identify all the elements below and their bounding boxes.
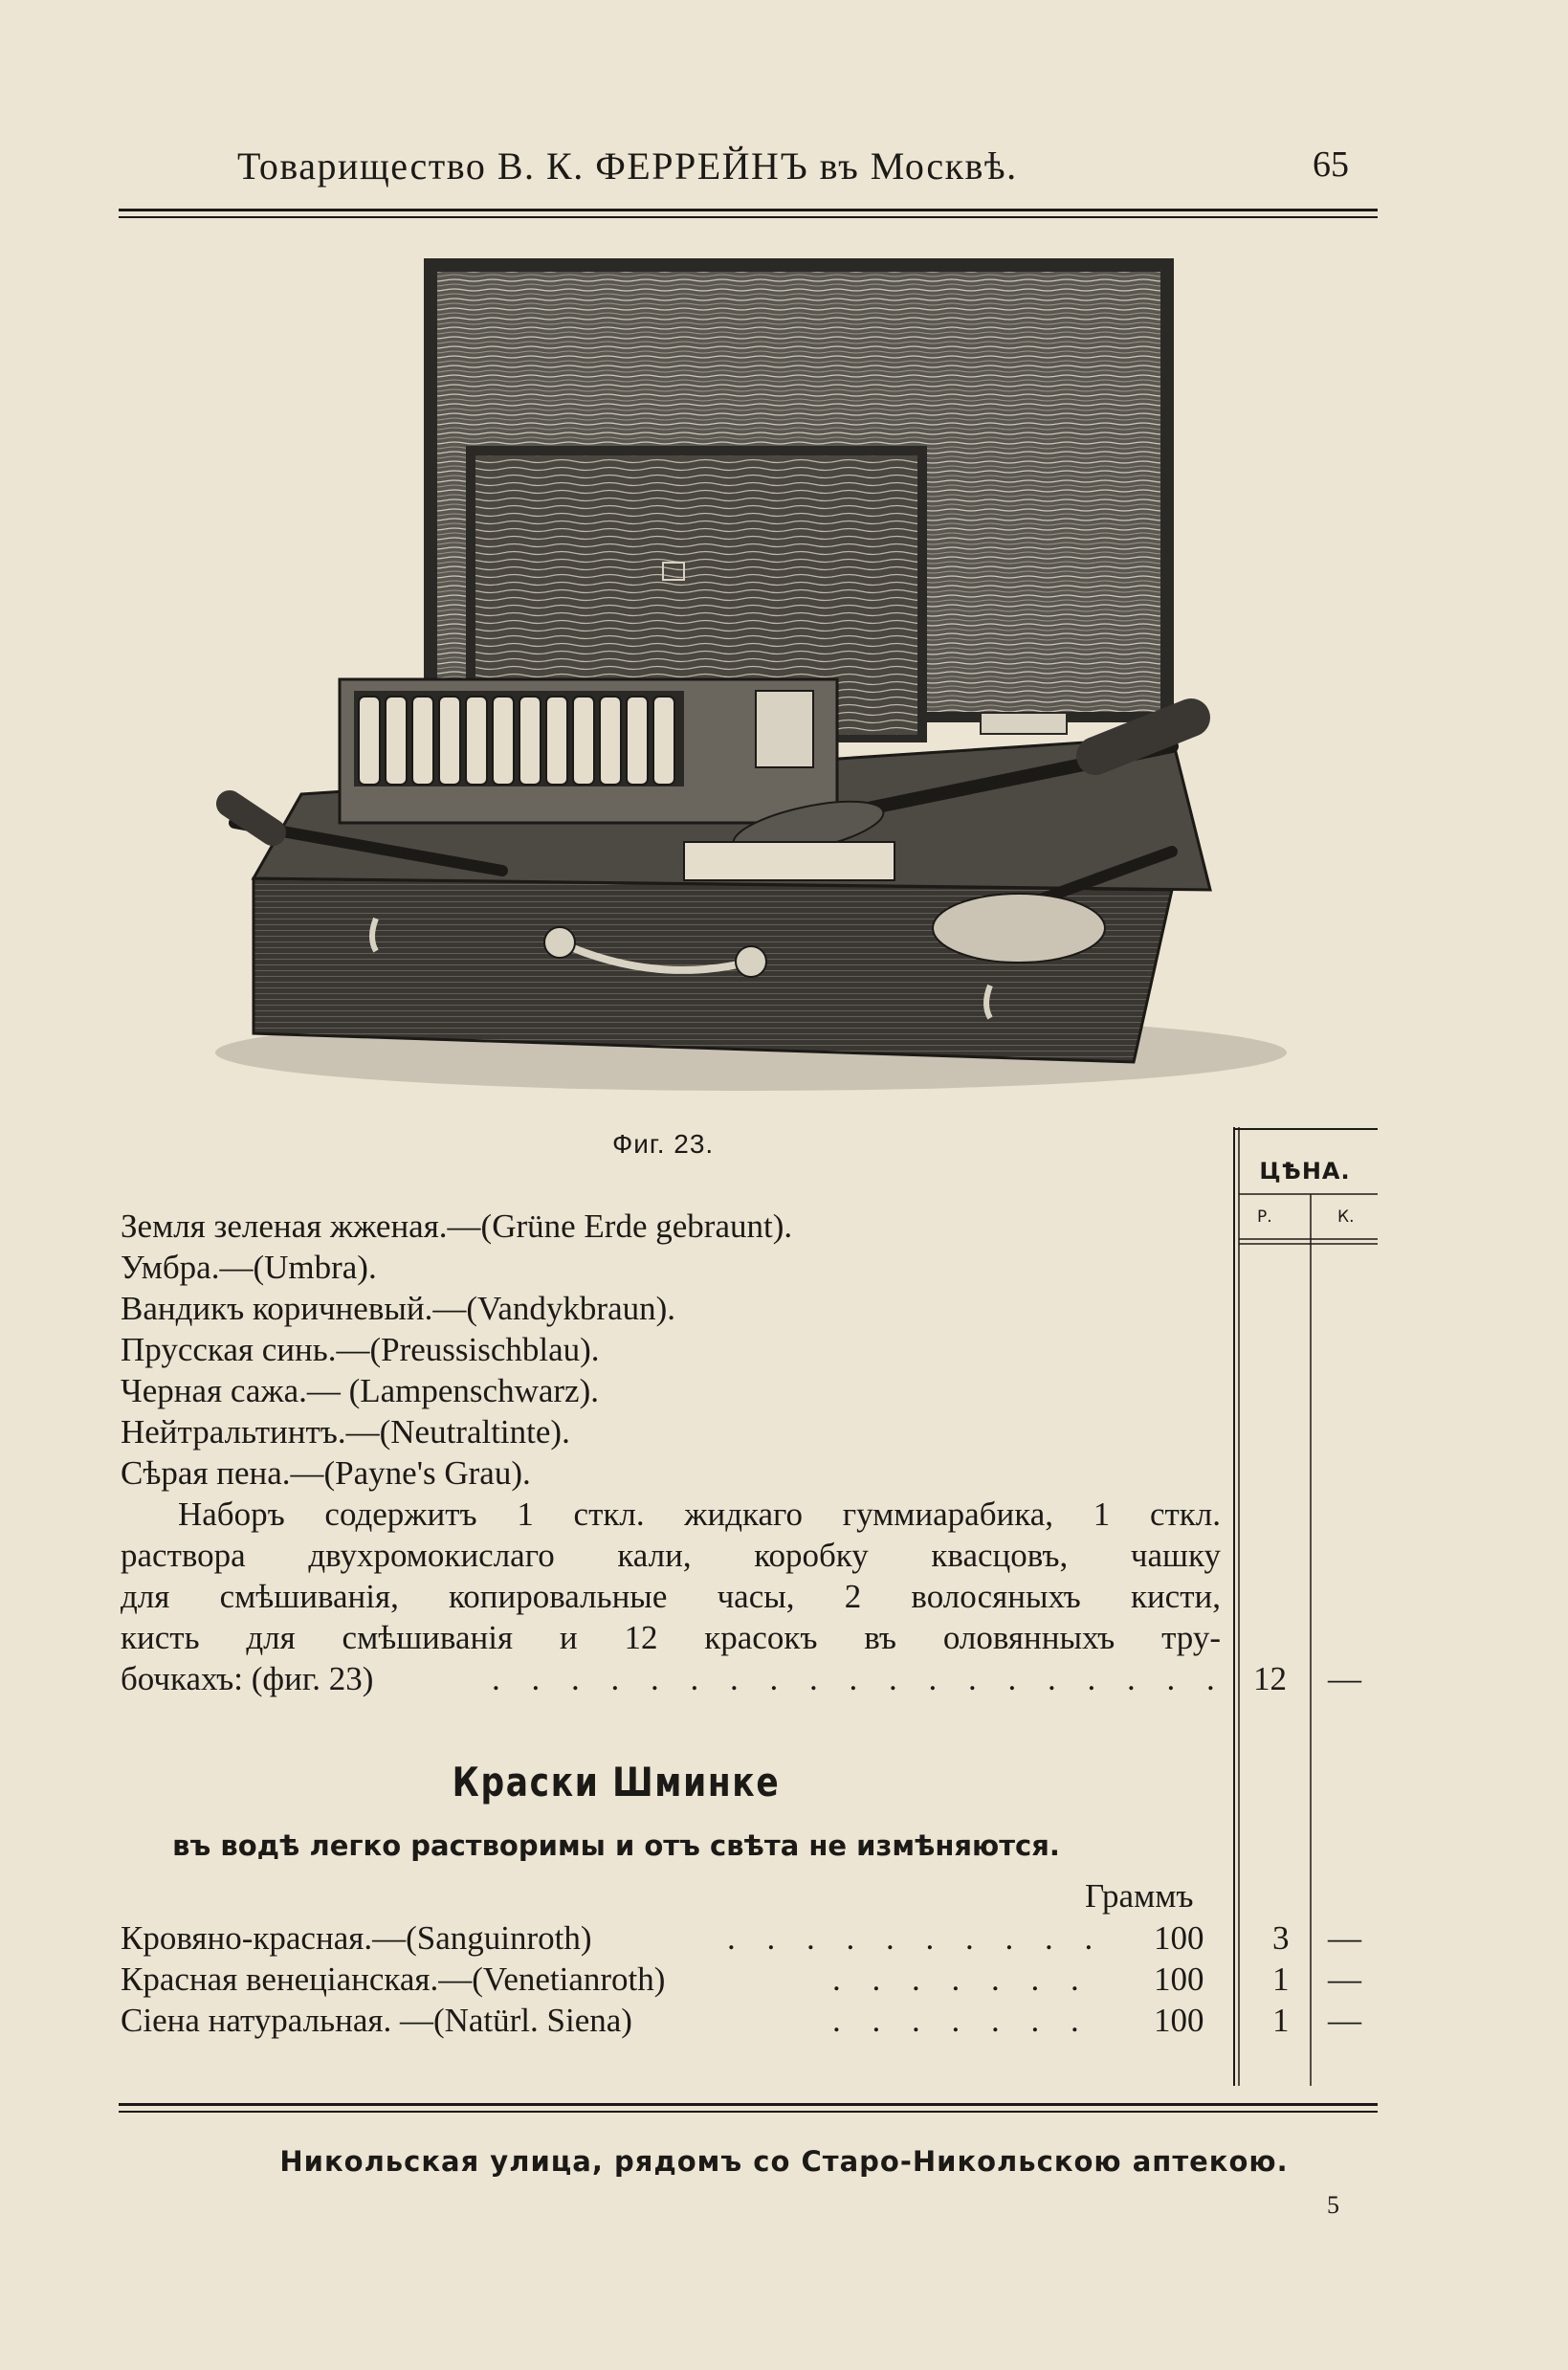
paint-item-rubles: 3 (1272, 1919, 1290, 1957)
page-number: 65 (1313, 144, 1349, 185)
kopecks-header: К. (1337, 1207, 1355, 1227)
paint-box-illustration (215, 258, 1296, 1100)
footer-address: Никольская улица, рядомъ со Старо-Никольскою аптекою. (279, 2145, 1289, 2178)
footer-rule-top (119, 2103, 1378, 2106)
color-list-item: Прусская синь.—(Preussischblau). (121, 1331, 600, 1368)
paint-item-rubles: 1 (1272, 2002, 1290, 2039)
figure-caption: Фиг. 23. (612, 1129, 715, 1159)
color-list-item: Земля зеленая жженая.—(Grüne Erde gebraunt). (121, 1207, 793, 1245)
paint-item-kopecks: — (1328, 1960, 1361, 1998)
rubles-header: Р. (1257, 1207, 1272, 1227)
signature-mark: 5 (1327, 2191, 1339, 2219)
page-header-title: Товарищество В. К. ФЕРРЕЙНЪ въ Москвѣ. (237, 144, 1018, 188)
color-list-item: Вандикъ коричневый.—(Vandykbraun). (121, 1290, 676, 1327)
color-list-item: Умбра.—(Umbra). (121, 1249, 377, 1286)
leader-dots: . . . . . . . (832, 2002, 1091, 2039)
set-description-line: раствора двухромокислаго кали, коробку квасцовъ, чашку (121, 1537, 1221, 1574)
price-column-header: ЦѢНА. (1259, 1158, 1351, 1185)
color-list-item: Сѣрая пена.—(Payne's Grau). (121, 1454, 531, 1492)
set-price-kopecks: — (1328, 1660, 1361, 1697)
paint-item-kopecks: — (1328, 2002, 1361, 2039)
set-description-last-line: бочкахъ: (фиг. 23) (121, 1660, 374, 1697)
paint-item-name: Кровяно-красная.—(Sanguinroth) (121, 1919, 592, 1957)
paint-item-rubles: 1 (1272, 1960, 1290, 1998)
paint-item-grams: 100 (1154, 1919, 1204, 1957)
leader-dots: . . . . . . . . . . (727, 1919, 1105, 1957)
paint-item-name: Сіена натуральная. —(Natürl. Siena) (121, 2002, 632, 2039)
header-rule-top (119, 209, 1378, 211)
header-rule-bottom (119, 216, 1378, 218)
grams-column-label: Граммъ (1085, 1877, 1194, 1915)
paint-item-name: Красная венеціанская.—(Venetianroth) (121, 1960, 666, 1998)
leader-dots: . . . . . . . . . . . . . . . . . . . (492, 1660, 1226, 1697)
paint-item-kopecks: — (1328, 1919, 1361, 1957)
footer-rule-bottom (119, 2111, 1378, 2113)
leader-dots: . . . . . . . (832, 1960, 1091, 1998)
paint-item-grams: 100 (1154, 1960, 1204, 1998)
set-price-rubles: 12 (1253, 1660, 1287, 1697)
set-description-line: для смѣшиванія, копировальные часы, 2 волосяныхъ кисти, (121, 1578, 1221, 1615)
section-subtitle: въ водѣ легко растворимы и отъ свѣта не измѣняются. (172, 1829, 1060, 1862)
paint-item-grams: 100 (1154, 2002, 1204, 2039)
section-title: Краски Шминке (452, 1759, 781, 1805)
color-list-item: Черная сажа.— (Lampenschwarz). (121, 1372, 599, 1409)
set-description-line: Наборъ содержитъ 1 сткл. жидкаго гуммиарабика, 1 сткл. (178, 1495, 1221, 1533)
color-list-item: Нейтральтинтъ.—(Neutraltinte). (121, 1413, 570, 1451)
set-description-line: кисть для смѣшиванія и 12 красокъ въ оловянныхъ тру- (121, 1619, 1221, 1656)
